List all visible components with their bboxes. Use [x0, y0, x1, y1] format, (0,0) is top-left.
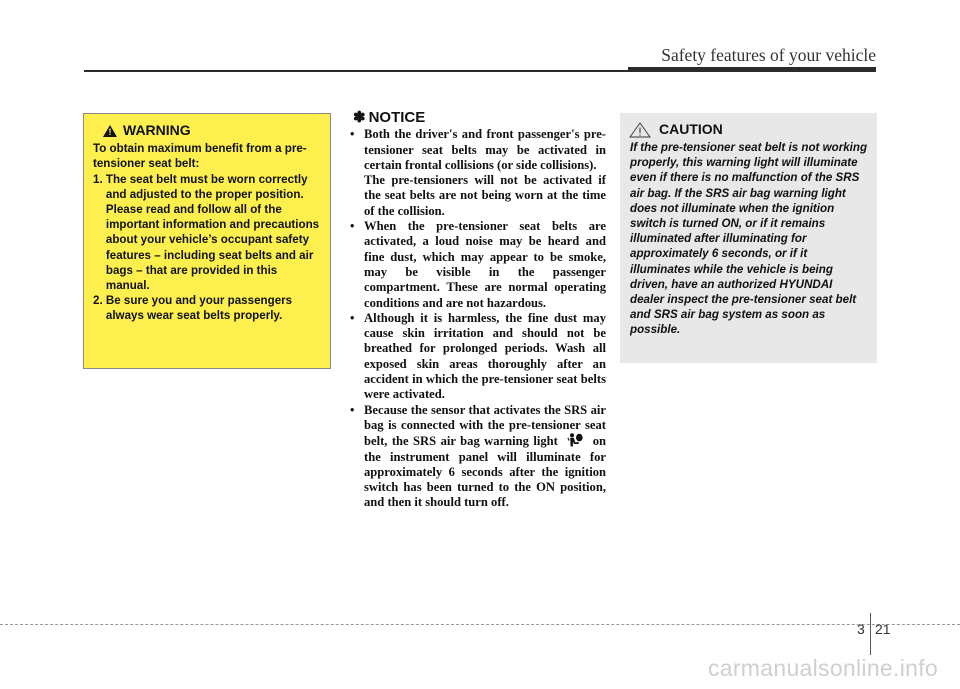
page-number: 21 — [875, 621, 891, 637]
notice-bullet-text: Because the sensor that activates the SRS air bag is connected with the pre-tensioner seat belt, the SRS air bag warning light — [364, 402, 606, 449]
caution-header — [629, 122, 869, 138]
header-rule-accent — [628, 67, 876, 72]
footer-rule — [0, 624, 960, 625]
warning-box — [83, 113, 331, 369]
chapter-number: 3 — [857, 621, 865, 637]
notice-title: NOTICE — [368, 109, 426, 126]
section-title: Safety features of your vehicle — [661, 45, 876, 65]
caution-title: CAUTION — [659, 121, 723, 138]
caution-text: If the pre-tensioner seat belt is not working properly, this warning light will illuminate even if there is no malfunction of the SRS air bag. If the SRS air bag warning light does not illuminate when the ignition switch is turned ON, or if it remains illuminated after illuminating for approximately 6 seconds, or if it illuminates while the vehicle is being driven, have an authorized HYUNDAI dealer inspect the pre-tensioner seat belt and SRS air bag system as soon as possible. — [630, 141, 868, 337]
bullet-dot: • — [350, 127, 355, 142]
notice-bullet-text: Both the driver's and front passenger's pre-tensioner seat belts may be activated in certain frontal collisions (or side collisions). — [364, 127, 606, 172]
warning-item — [93, 172, 322, 294]
notice-section — [350, 110, 606, 511]
notice-bullet — [350, 403, 606, 511]
warning-triangle-icon: ! — [103, 125, 117, 137]
notice-header — [353, 110, 606, 125]
warning-header — [103, 123, 322, 138]
notice-bullet-text: Although it is harmless, the fine dust may cause skin irritation and should not be breathed for prolonged periods. Wash all exposed skin areas thoroughly after an accident in which the pre-tensioner seat belts were activated. — [364, 310, 606, 402]
caution-box — [620, 113, 877, 363]
warning-item-number: 1. — [93, 172, 106, 186]
warning-item-text: The seat belt must be worn correctly and adjusted to the proper position. Please read and follow all of the important information and precautions about your vehicle’s occupant safety features – including seat belts and air bags – that are provided in this manual. — [105, 172, 320, 293]
warning-item-text: Be sure you and your passengers always wear seat belts properly. — [105, 294, 293, 323]
notice-mark-icon: ✽ — [353, 109, 366, 126]
warning-title: WARNING — [123, 122, 191, 138]
notice-bullet-extra: The pre-tensioners will not be activated if the seat belts are not being worn at the time of the collision. — [364, 173, 606, 218]
bullet-dot: • — [350, 219, 355, 234]
watermark: carmanualsonline.info — [707, 655, 938, 681]
caution-triangle-icon — [629, 122, 651, 138]
airbag-warning-icon — [566, 433, 584, 447]
page-number-divider — [870, 613, 871, 655]
bullet-dot: • — [350, 402, 355, 417]
warning-item — [93, 293, 322, 323]
notice-bullet — [350, 219, 606, 311]
warning-item-number: 2. — [93, 294, 106, 308]
bullet-dot: • — [350, 310, 355, 325]
notice-bullet-text-cont: on the instrument panel will illuminate for approximately 6 seconds after the ignition switch has been turned to the ON position, and then it should turn off. — [364, 434, 606, 510]
notice-bullet-text: When the pre-tensioner seat belts are activated, a loud noise may be heard and fine dust, which may appear to be smoke, may be visible in the passenger compartment. These are normal operating conditions and are not hazardous. — [364, 219, 606, 310]
notice-bullet — [350, 127, 606, 219]
notice-bullet — [350, 311, 606, 403]
warning-intro: To obtain maximum benefit from a pre-tensioner seat belt: — [93, 142, 307, 171]
